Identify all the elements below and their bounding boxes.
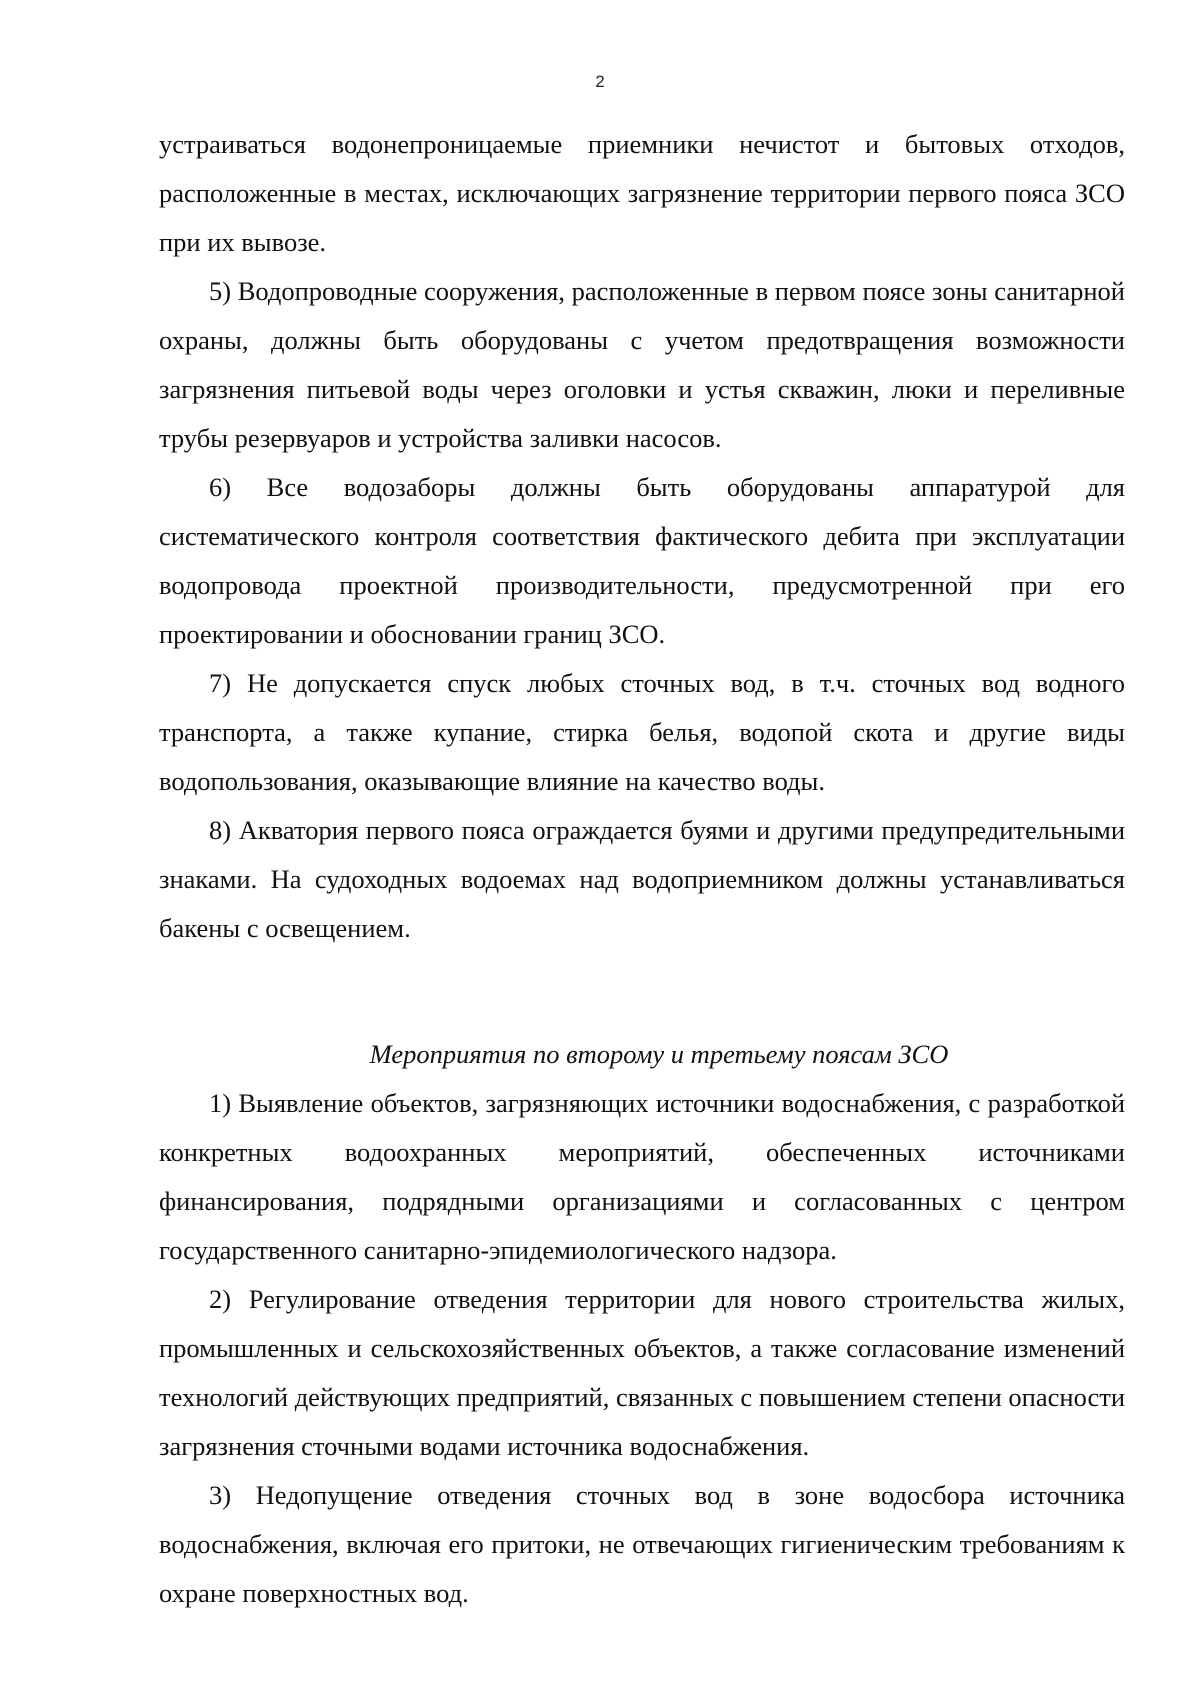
paragraph-item-6: 6) Все водозаборы должны быть оборудованы аппаратурой для систематического контроля соответствия фактического дебита при эксплуатации водопровода проектной производительности, предусмотренной при его проектировании и обосновании границ ЗСО.: [159, 472, 1125, 649]
section-heading: Мероприятия по второму и третьему поясам ЗСО: [369, 1039, 949, 1069]
page-number: 2: [595, 72, 605, 91]
paragraph-item-5: 5) Водопроводные сооружения, расположенные в первом поясе зоны санитарной охраны, должны быть оборудованы с учетом предотвращения возможности загрязнения питьевой воды через оголовки и устья скважин, люки и переливные трубы резервуаров и устройства заливки насосов.: [159, 276, 1125, 453]
paragraph-measure-3: 3) Недопущение отведения сточных вод в зоне водосбора источника водоснабжения, включая его притоки, не отвечающих гигиеническим требованиям к охране поверхностных вод.: [159, 1480, 1125, 1608]
paragraph-measure-1: 1) Выявление объектов, загрязняющих источники водоснабжения, с разработкой конкретных водоохранных мероприятий, обеспеченных источниками финансирования, подрядными организациями и согласованных с центром государственного санитарно-эпидемиологического надзора.: [159, 1088, 1125, 1265]
paragraph-item-8: 8) Акватория первого пояса ограждается буями и другими предупредительными знаками. На судоходных водоемах над водоприемником должны устанавливаться бакены с освещением.: [159, 815, 1125, 943]
paragraph-measure-2: 2) Регулирование отведения территории для нового строительства жилых, промышленных и сельскохозяйственных объектов, а также согласование изменений технологий действующих предприятий, связанных с повышением степени опасности загрязнения сточными водами источника водоснабжения.: [159, 1284, 1125, 1461]
document-body: [159, 120, 1125, 1618]
paragraph-item-7: 7) Не допускается спуск любых сточных вод, в т.ч. сточных вод водного транспорта, а также купание, стирка белья, водопой скота и другие виды водопользования, оказывающие влияние на качество воды.: [159, 668, 1125, 796]
paragraph-continuation: устраиваться водонепроницаемые приемники нечистот и бытовых отходов, расположенные в местах, исключающих загрязнение территории первого пояса ЗСО при их вывозе.: [159, 129, 1125, 257]
